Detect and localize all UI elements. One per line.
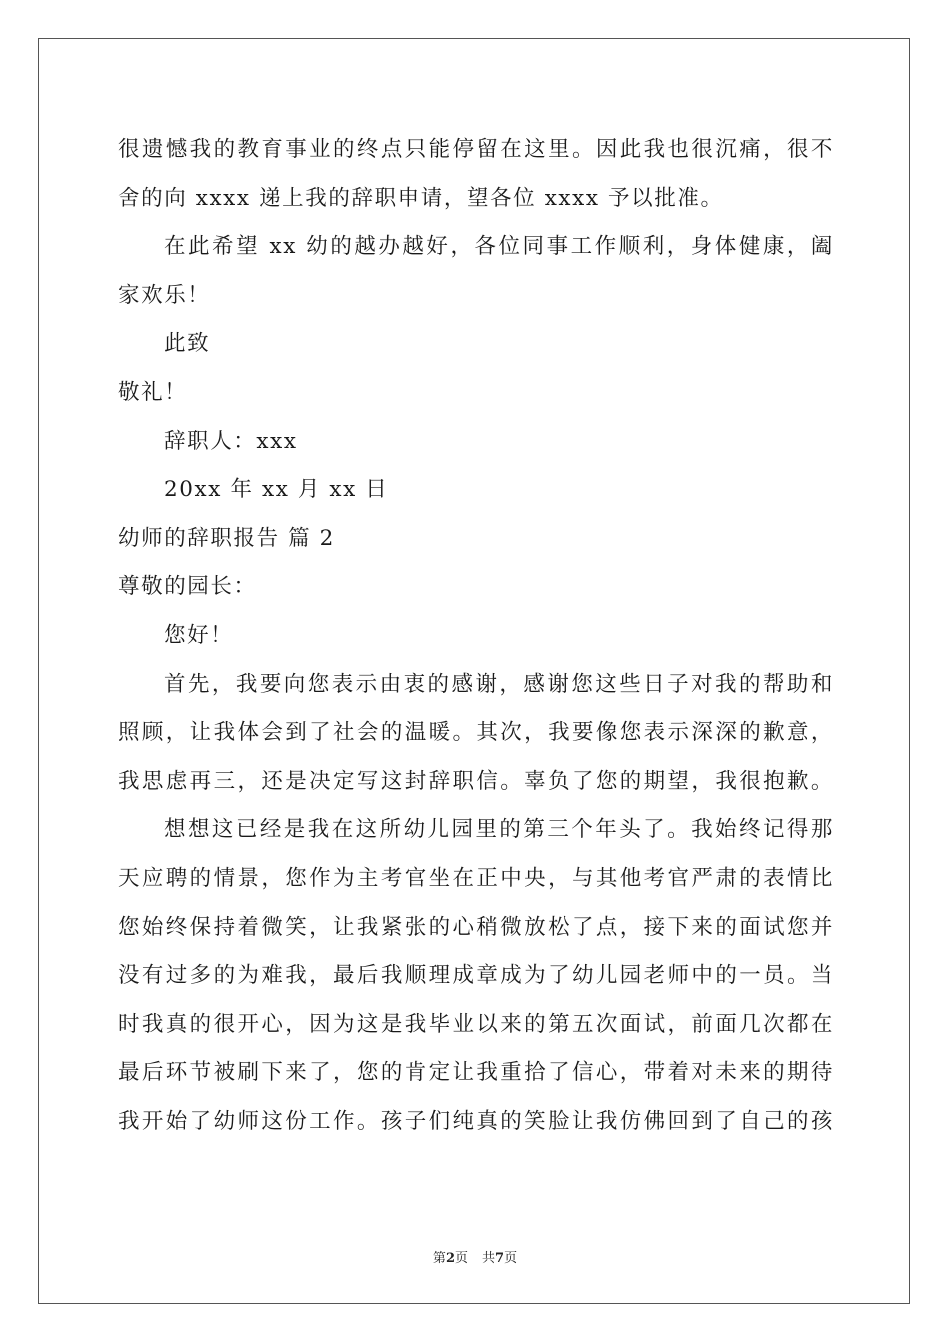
text-line: 没有过多的为难我，最后我顺理成章成为了幼儿园老师中的一员。当	[118, 963, 834, 989]
text-line: 照顾，让我体会到了社会的温暖。其次，我要像您表示深深的歉意，	[118, 720, 834, 746]
page-number: 2	[445, 1251, 455, 1266]
greeting-line: 尊敬的园长：	[118, 574, 257, 600]
text-line: 您始终保持着微笑，让我紧张的心稍微放松了点，接下来的面试您并	[118, 914, 834, 940]
total-suffix: 页	[504, 1251, 518, 1266]
text-line: 时我真的很开心，因为这是我毕业以来的第五次面试，前面几次都在	[118, 1011, 834, 1037]
page-prefix: 第	[432, 1251, 446, 1266]
signature-line: 辞职人：xxx	[164, 428, 298, 454]
page-footer	[0, 1247, 950, 1266]
date-line: 20xx 年 xx 月 xx 日	[164, 477, 389, 503]
greeting-hello: 您好！	[164, 622, 234, 648]
section-heading: 幼师的辞职报告 篇 2	[118, 525, 335, 551]
text-line: 家欢乐！	[118, 282, 211, 308]
document-body	[118, 126, 834, 1146]
text-line: 很遗憾我的教育事业的终点只能停留在这里。因此我也很沉痛，很不	[118, 137, 834, 162]
text-line: 最后环节被刷下来了，您的肯定让我重拾了信心，带着对未来的期待	[118, 1060, 834, 1086]
text-line: 天应聘的情景，您作为主考官坐在正中央，与其他考官严肃的表情比	[118, 865, 834, 891]
text-line: 我开始了幼师这份工作。孩子们纯真的笑脸让我仿佛回到了自己的孩	[118, 1108, 834, 1134]
total-prefix: 共	[482, 1251, 496, 1266]
text-line: 首先，我要向您表示由衷的感谢，感谢您这些日子对我的帮助和	[164, 671, 834, 697]
text-line: 想想这已经是我在这所幼儿园里的第三个年头了。我始终记得那	[164, 817, 834, 843]
text-line: 在此希望 xx 幼的越办越好，各位同事工作顺利，身体健康，阖	[164, 234, 834, 260]
closing-respect: 敬礼！	[118, 379, 188, 405]
text-line: 舍的向 xxxx 递上我的辞职申请，望各位 xxxx 予以批准。	[118, 185, 724, 211]
page-suffix: 页	[454, 1251, 468, 1266]
closing-salutation: 此致	[164, 331, 211, 357]
text-line: 我思虑再三，还是决定写这封辞职信。辜负了您的期望，我很抱歉。	[118, 768, 834, 794]
total-pages: 7	[495, 1251, 505, 1266]
